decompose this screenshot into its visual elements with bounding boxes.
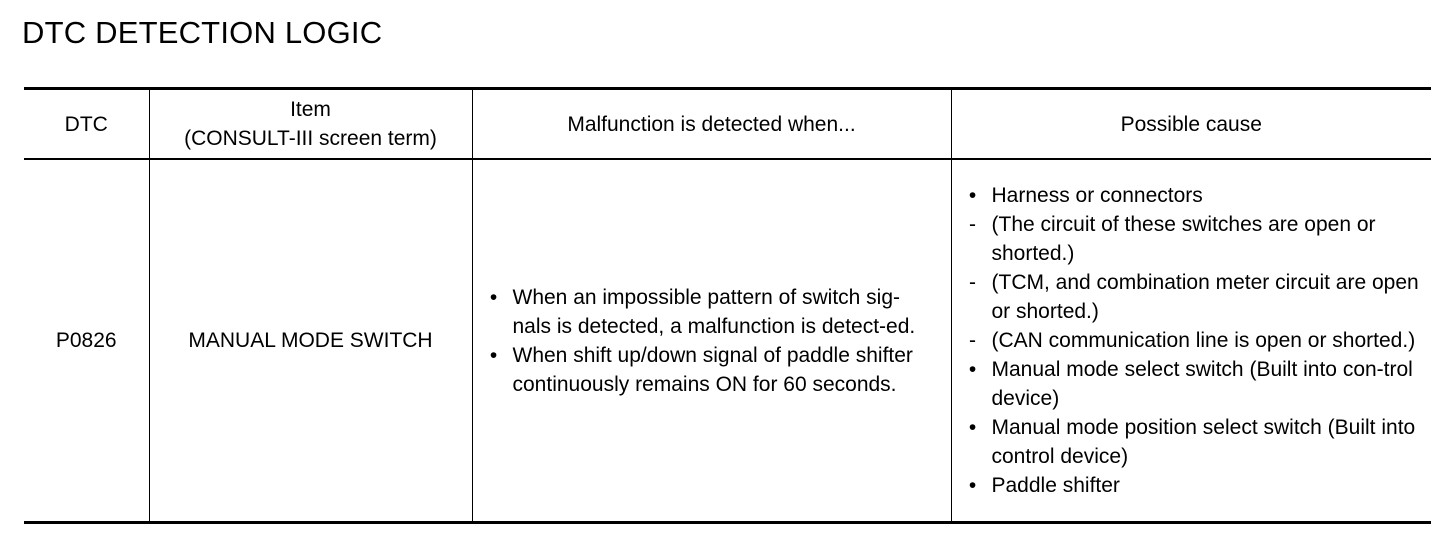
list-item — [952, 471, 1422, 500]
bullet-marker: • — [489, 343, 498, 367]
header-possible-cause: Possible cause — [951, 89, 1431, 160]
malfunction-condition-cell — [472, 159, 951, 523]
dtc-code-cell: P0826 — [55, 329, 117, 352]
list-item — [952, 268, 1422, 326]
list-item — [473, 341, 937, 399]
bullet-marker: • — [968, 474, 977, 497]
cause-text: (The circuit of these switches are open or shorted.) — [991, 213, 1376, 265]
list-item — [952, 413, 1422, 471]
dtc-detection-table — [24, 87, 1431, 524]
list-item — [952, 355, 1422, 413]
condition-text: When shift up/down signal of paddle shifter continuously remains ON for 60 seconds. — [512, 343, 913, 396]
header-item-subtitle: (CONSULT-III screen term) — [184, 127, 437, 150]
cause-text: Harness or connectors — [991, 184, 1203, 207]
page-title: DTC DETECTION LOGIC — [22, 15, 383, 50]
header-item — [149, 89, 472, 160]
condition-text: When an impossible pattern of switch sig-nals is detected, a malfunction is detect-ed. — [512, 285, 916, 338]
dash-marker: - — [969, 213, 976, 236]
table-header-row — [24, 89, 1431, 160]
bullet-marker: • — [489, 285, 498, 309]
table-row — [24, 159, 1431, 523]
dash-marker: - — [969, 271, 976, 294]
bullet-marker: • — [968, 416, 977, 439]
list-item — [952, 181, 1422, 210]
bullet-marker: • — [968, 358, 977, 381]
dash-marker: - — [969, 329, 976, 352]
cause-text: Manual mode select switch (Built into con-trol device) — [991, 358, 1413, 410]
cause-text: (TCM, and combination meter circuit are open or shorted.) — [991, 271, 1419, 323]
condition-list — [473, 283, 937, 399]
item-name-cell: MANUAL MODE SWITCH — [149, 159, 472, 523]
cause-text: Paddle shifter — [991, 474, 1120, 497]
header-malfunction: Malfunction is detected when... — [472, 89, 951, 160]
header-item-label: Item — [290, 98, 331, 121]
cause-text: Manual mode position select switch (Built into control device) — [991, 416, 1416, 468]
list-item — [952, 210, 1422, 268]
cause-list — [952, 181, 1422, 500]
list-item — [473, 283, 937, 341]
header-dtc: DTC — [64, 112, 108, 136]
possible-cause-cell — [951, 159, 1431, 523]
bullet-marker: • — [968, 184, 977, 207]
cause-text: (CAN communication line is open or shorted.) — [991, 329, 1416, 352]
list-item — [952, 326, 1422, 355]
